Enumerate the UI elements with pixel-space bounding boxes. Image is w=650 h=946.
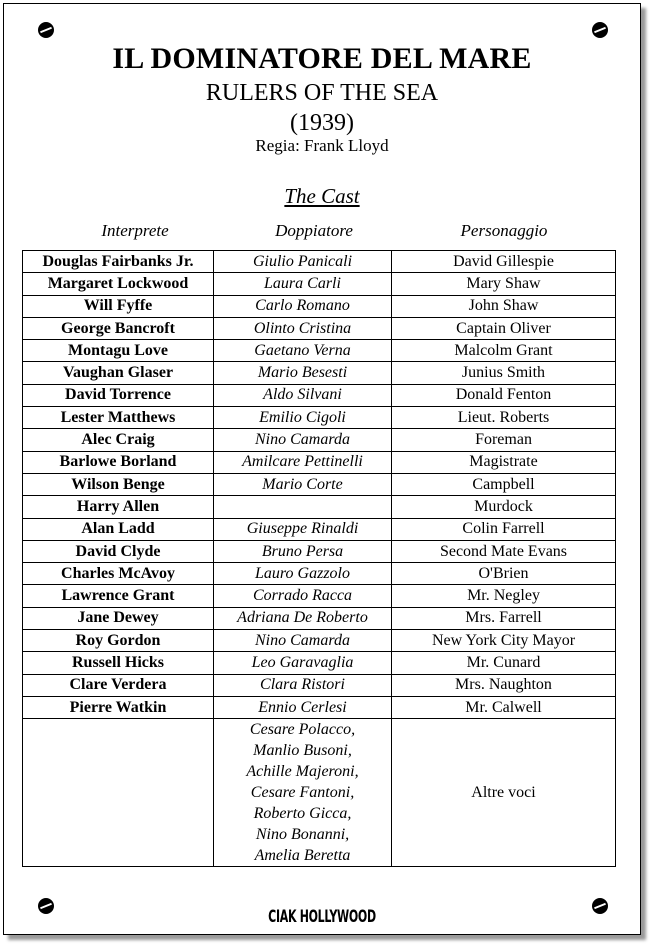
character-cell: Mr. Negley: [392, 585, 616, 607]
character-cell: O'Brien: [392, 563, 616, 585]
actor-cell: Lester Matthews: [23, 407, 214, 429]
film-title: IL DOMINATORE DEL MARE: [112, 42, 532, 75]
table-row: [23, 251, 616, 273]
actor-cell: Margaret Lockwood: [23, 273, 214, 295]
character-cell: Mary Shaw: [392, 273, 616, 295]
character-cell: Mr. Cunard: [392, 652, 616, 674]
director-credit: Regia: Frank Lloyd: [255, 136, 389, 155]
film-subtitle: RULERS OF THE SEA: [205, 80, 439, 106]
character-cell: Lieut. Roberts: [392, 407, 616, 429]
table-row: [23, 563, 616, 585]
other-voice-dubber: Achille Majeroni,: [246, 763, 359, 781]
dubber-cell: Nino Camarda: [214, 429, 392, 451]
dubber-cell: Clara Ristori: [214, 674, 392, 696]
table-row: [23, 585, 616, 607]
character-cell: Magistrate: [392, 451, 616, 473]
dubber-cell: Bruno Persa: [214, 540, 392, 562]
dubber-cell: Aldo Silvani: [214, 384, 392, 406]
column-header-character: Personaggio: [460, 221, 548, 240]
dubber-cell: Leo Garavaglia: [214, 652, 392, 674]
other-voice-dubber: Roberto Gicca,: [253, 805, 352, 823]
table-row: [23, 696, 616, 718]
table-row: [23, 429, 616, 451]
actor-cell: Barlowe Borland: [23, 451, 214, 473]
actor-cell: Clare Verdera: [23, 674, 214, 696]
column-header-actor: Interprete: [101, 221, 169, 240]
dubber-cell: Giulio Panicali: [214, 251, 392, 273]
actor-cell: Will Fyffe: [23, 295, 214, 317]
character-cell: John Shaw: [392, 295, 616, 317]
character-cell: David Gillespie: [392, 251, 616, 273]
actor-cell: Alec Craig: [23, 429, 214, 451]
dubber-cell: Mario Corte: [214, 473, 392, 495]
table-row: [23, 518, 616, 540]
other-voice-dubber: Cesare Fantoni,: [250, 784, 355, 802]
dubber-cell: Amilcare Pettinelli: [214, 451, 392, 473]
character-cell: Murdock: [392, 496, 616, 518]
actor-cell: Wilson Benge: [23, 473, 214, 495]
character-cell: Second Mate Evans: [392, 540, 616, 562]
table-row: [23, 496, 616, 518]
dubber-cell: Adriana De Roberto: [214, 607, 392, 629]
screw-icon: [38, 22, 54, 38]
character-cell: Junius Smith: [392, 362, 616, 384]
dubber-cell: Nino Camarda: [214, 630, 392, 652]
character-cell: Donald Fenton: [392, 384, 616, 406]
actor-cell: Vaughan Glaser: [23, 362, 214, 384]
table-row: [23, 407, 616, 429]
table-row: [23, 340, 616, 362]
other-voice-dubber: Nino Bonanni,: [255, 826, 350, 844]
other-voices-dubbers: [214, 719, 392, 867]
actor-cell: Russell Hicks: [23, 652, 214, 674]
actor-cell: Lawrence Grant: [23, 585, 214, 607]
table-row: [23, 607, 616, 629]
dubber-cell: [214, 496, 392, 518]
screw-icon: [592, 22, 608, 38]
dubber-cell: Olinto Cristina: [214, 317, 392, 339]
dubber-cell: Laura Carli: [214, 273, 392, 295]
actor-cell: Charles McAvoy: [23, 563, 214, 585]
character-cell: Mrs. Naughton: [392, 674, 616, 696]
table-row: [23, 451, 616, 473]
actor-cell: David Clyde: [23, 540, 214, 562]
dubber-cell: Gaetano Verna: [214, 340, 392, 362]
table-row: [23, 674, 616, 696]
dubber-cell: Carlo Romano: [214, 295, 392, 317]
table-row: [23, 317, 616, 339]
table-row: [23, 384, 616, 406]
dubber-cell: Ennio Cerlesi: [214, 696, 392, 718]
table-row: [23, 540, 616, 562]
other-voice-dubber: Manlio Busoni,: [253, 742, 352, 760]
table-row: [23, 273, 616, 295]
table-row: [23, 630, 616, 652]
cast-heading: The Cast: [284, 184, 360, 208]
actor-cell: Harry Allen: [23, 496, 214, 518]
dubber-cell: Corrado Racca: [214, 585, 392, 607]
ciak-hollywood-logo: CIAK HOLLYWOOD: [268, 906, 376, 927]
dubber-cell: Lauro Gazzolo: [214, 563, 392, 585]
film-year: (1939): [290, 110, 354, 136]
actor-cell: Montagu Love: [23, 340, 214, 362]
actor-cell: George Bancroft: [23, 317, 214, 339]
other-voice-dubber: Cesare Polacco,: [249, 721, 356, 739]
actor-cell: Roy Gordon: [23, 630, 214, 652]
dubber-cell: Emilio Cigoli: [214, 407, 392, 429]
table-row: [23, 362, 616, 384]
character-cell: Colin Farrell: [392, 518, 616, 540]
table-row: [23, 473, 616, 495]
cast-table: [22, 250, 616, 867]
actor-cell: Jane Dewey: [23, 607, 214, 629]
cast-plaque: [3, 3, 641, 935]
column-header-dubber: Doppiatore: [275, 221, 353, 240]
actor-cell: Douglas Fairbanks Jr.: [23, 251, 214, 273]
character-cell: Mr. Calwell: [392, 696, 616, 718]
table-row: [23, 295, 616, 317]
dubber-cell: Giuseppe Rinaldi: [214, 518, 392, 540]
other-voices-label: Altre voci: [392, 719, 616, 867]
character-cell: Malcolm Grant: [392, 340, 616, 362]
character-cell: Campbell: [392, 473, 616, 495]
dubber-cell: Mario Besesti: [214, 362, 392, 384]
cast-table-body: [23, 251, 616, 867]
table-row-other-voices: [23, 719, 616, 867]
other-voice-dubber: Amelia Beretta: [254, 847, 351, 865]
character-cell: Mrs. Farrell: [392, 607, 616, 629]
actor-cell: Pierre Watkin: [23, 696, 214, 718]
character-cell: Captain Oliver: [392, 317, 616, 339]
character-cell: Foreman: [392, 429, 616, 451]
actor-cell: Alan Ladd: [23, 518, 214, 540]
character-cell: New York City Mayor: [392, 630, 616, 652]
table-row: [23, 652, 616, 674]
actor-cell-empty: [23, 719, 214, 867]
actor-cell: David Torrence: [23, 384, 214, 406]
